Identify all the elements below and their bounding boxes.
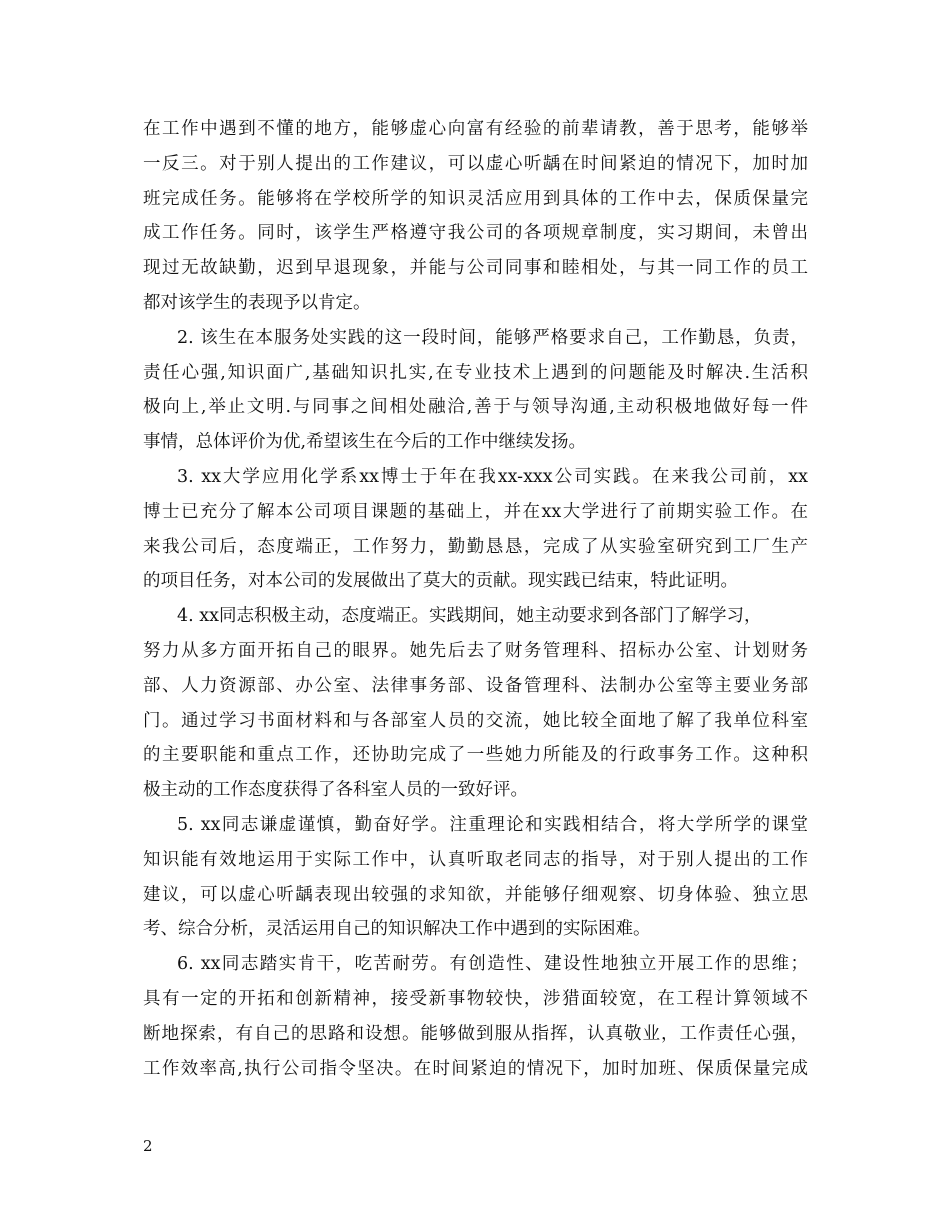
text-line: 的项目任务，对本公司的发展做出了莫大的贡献。现实践已结束，特此证明。 <box>143 571 738 592</box>
text-line: 4. xx同志积极主动，态度端正。实践期间，她主动要求到各部门了解学习， <box>177 606 762 627</box>
page-number: 2 <box>143 1137 153 1155</box>
text-line: 事情，总体评价为优,希望该生在今后的工作中继续发扬。 <box>143 432 587 453</box>
text-line: 现过无故缺勤，迟到早退现象，并能与公司同事和睦相处，与其一同工作的员工 <box>143 258 808 279</box>
text-line: 建议，可以虚心听龋表现出较强的求知欲，并能够仔细观察、切身体验、独立思 <box>143 884 808 905</box>
text-line: 部、人力资源部、办公室、法律事务部、设备管理科、法制办公室等主要业务部 <box>143 675 808 696</box>
text-line: 3. xx大学应用化学系xx博士于年在我xx-xxx公司实践。在来我公司前，xx <box>177 466 808 487</box>
text-line: 极主动的工作态度获得了各科室人员的一致好评。 <box>143 780 528 801</box>
text-line: 责任心强,知识面广,基础知识扎实,在专业技术上遇到的问题能及时解决.生活积 <box>143 362 808 383</box>
text-line: 在工作中遇到不懂的地方，能够虚心向富有经验的前辈请教，善于思考，能够举 <box>143 119 808 139</box>
text-line: 2. 该生在本服务处实践的这一段时间，能够严格要求自己，工作勤恳，负责， <box>177 327 808 348</box>
text-line: 都对该学生的表现予以肯定。 <box>143 292 371 313</box>
text-line: 成工作任务。同时，该学生严格遵守我公司的各项规章制度，实习期间，未曾出 <box>143 223 808 244</box>
text-line: 断地探索，有自己的思路和设想。能够做到服从指挥，认真敬业，工作责任心强， <box>143 1023 808 1044</box>
text-line: 6. xx同志踏实肯干，吃苦耐劳。有创造性、建设性地独立开展工作的思维； <box>177 954 808 975</box>
text-line: 博士已充分了解本公司项目课题的基础上，并在xx大学进行了前期实验工作。在 <box>143 501 808 522</box>
text-line: 来我公司后，态度端正，工作努力，勤勤恳恳，完成了从实验室研究到工厂生产 <box>143 536 808 557</box>
text-line: 工作效率高,执行公司指令坚决。在时间紧迫的情况下，加时加班、保质保量完成 <box>143 1058 808 1079</box>
text-line: 的主要职能和重点工作，还协助完成了一些她力所能及的行政事务工作。这种积 <box>143 745 808 766</box>
text-line: 考、综合分析，灵活运用自己的知识解决工作中遇到的实际困难。 <box>143 919 651 940</box>
document-body <box>143 112 808 1086</box>
text-line: 一反三。对于别人提出的工作建议，可以虚心听龋在时间紧迫的情况下，加时加 <box>143 153 808 174</box>
text-line: 努力从多方面开拓自己的眼界。她先后去了财务管理科、招标办公室、计划财务 <box>143 640 808 661</box>
text-line: 班完成任务。能够将在学校所学的知识灵活应用到具体的工作中去，保质保量完 <box>143 188 808 209</box>
text-line: 极向上,举止文明.与同事之间相处融洽,善于与领导沟通,主动积极地做好每一件 <box>143 397 808 418</box>
text-line: 具有一定的开拓和创新精神，接受新事物较快，涉猎面较宽，在工程计算领域不 <box>143 988 808 1009</box>
text-line: 5. xx同志谦虚谨慎，勤奋好学。注重理论和实践相结合，将大学所学的课堂 <box>177 814 808 835</box>
text-line: 知识能有效地运用于实际工作中，认真听取老同志的指导，对于别人提出的工作 <box>143 849 808 870</box>
text-line: 门。通过学习书面材料和与各部室人员的交流，她比较全面地了解了我单位科室 <box>143 710 808 731</box>
